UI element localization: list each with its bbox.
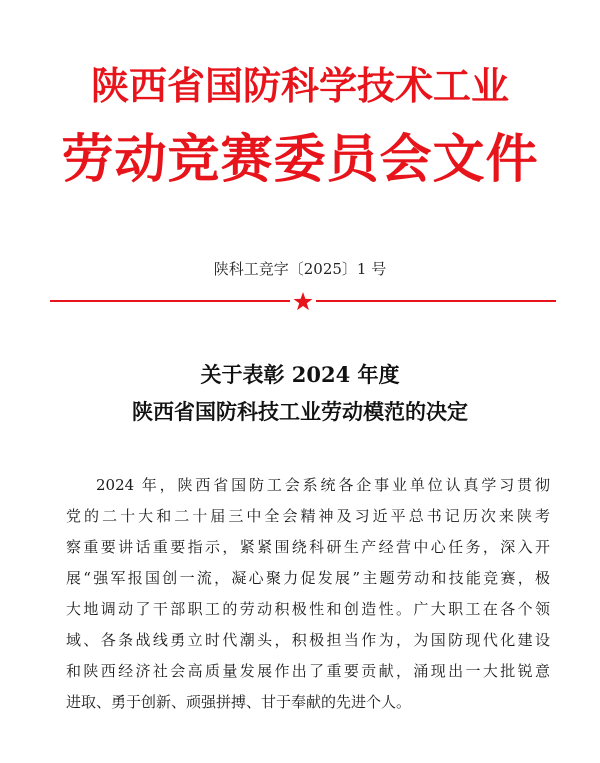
body-line: 大地调动了干部职工的劳动积极性和创造性。广大职工在各个领 (66, 600, 550, 618)
body-line: 党的二十大和二十届三中全会精神及习近平总书记历次来陕考 (66, 507, 550, 525)
document-type-heading: 劳动竞赛委员会文件 (61, 129, 539, 190)
body-line: 展“强军报国创一流，凝心聚力促发展”主题劳动和技能竞赛，极 (66, 569, 550, 587)
body-line: 和陕西经济社会高质量发展作出了重要贡献，涌现出一大批锐意 (66, 662, 550, 680)
document-title-line2: 陕西省国防科技工业劳动模范的决定 (132, 399, 468, 424)
issuing-organization: 陕西省国防科学技术工业 (90, 63, 509, 108)
divider-line-right (316, 300, 556, 302)
body-line: 2024 年，陕西省国防工会系统各企事业单位认真学习贯彻 (96, 476, 550, 494)
divider-line-left (50, 300, 290, 302)
body-paragraph (66, 470, 550, 718)
body-line: 域、各条战线勇立时代潮头，积极担当作为，为国防现代化建设 (66, 631, 550, 649)
star-icon (293, 292, 313, 311)
document-title-line1: 关于表彰 2024 年度 (200, 362, 400, 387)
body-line: 察重要讲话重要指示，紧紧围绕科研生产经营中心任务，深入开 (66, 538, 550, 556)
red-divider (50, 292, 556, 310)
document-number: 陕科工竞字〔2025〕1 号 (213, 260, 387, 278)
body-line: 进取、勇于创新、顽强拼搏、甘于奉献的先进个人。 (66, 693, 412, 711)
